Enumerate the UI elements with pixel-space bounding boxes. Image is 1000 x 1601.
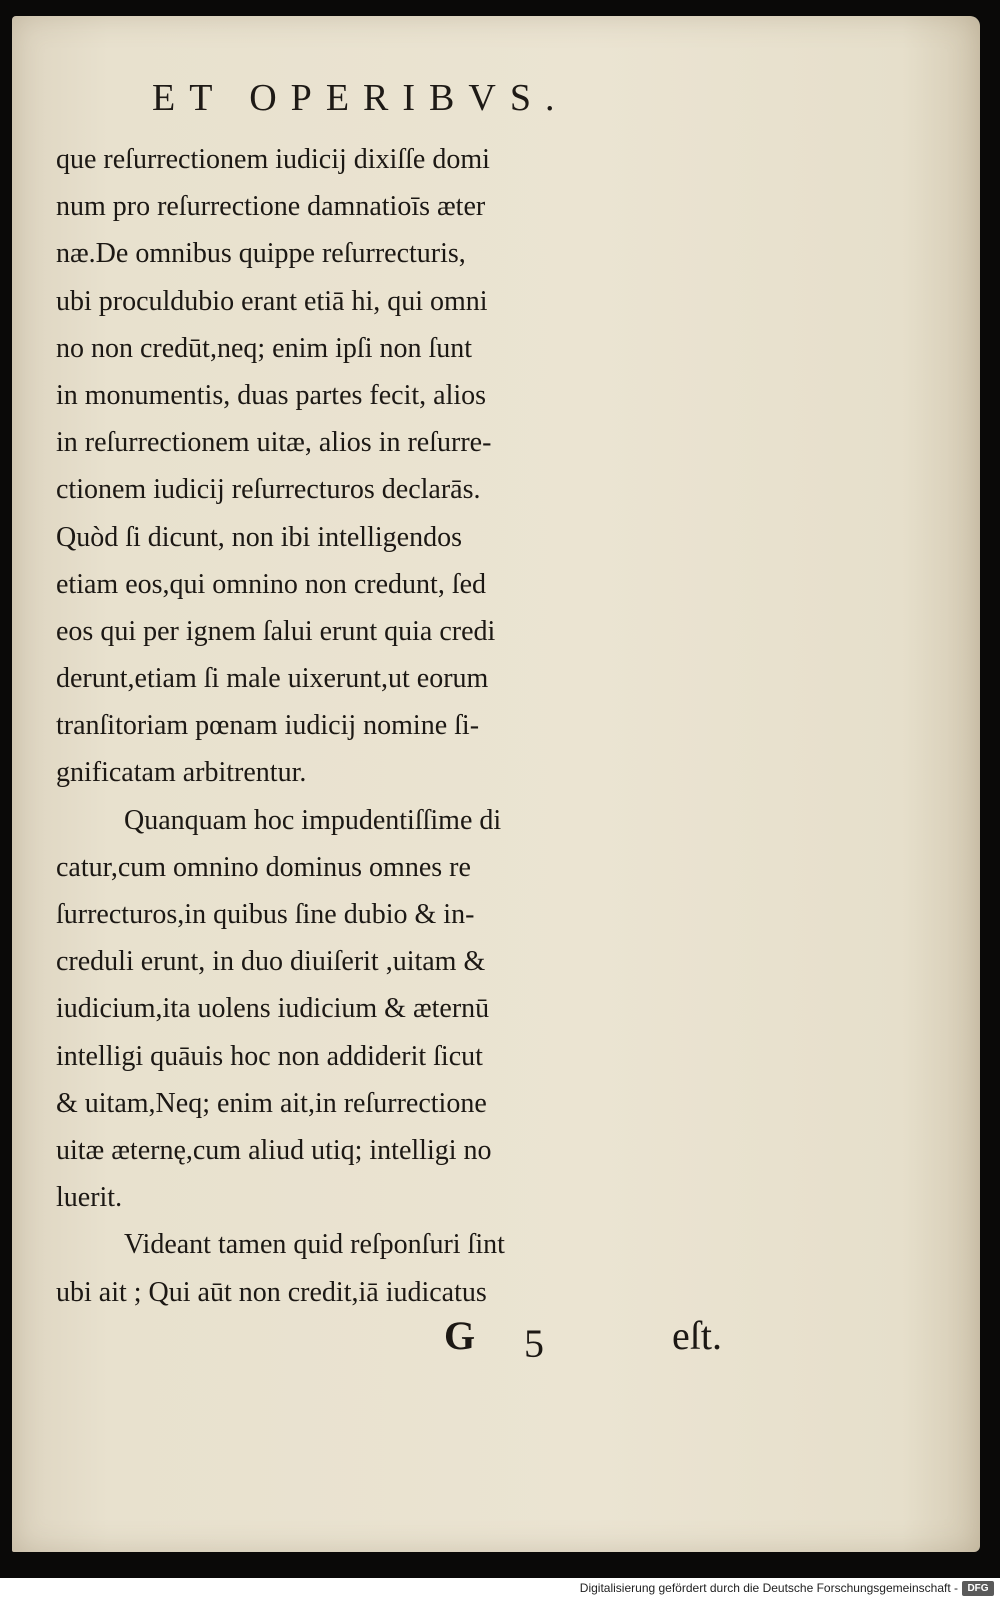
text-line: catur,cum omnino dominus omnes re <box>56 851 471 883</box>
text-line: eos qui per ignem ſalui erunt quia credi <box>56 615 496 647</box>
text-line: tranſitoriam pœnam iudicij nomine ſi- <box>56 710 480 742</box>
running-head: ET OPERIBVS. <box>152 77 569 119</box>
book-page <box>12 16 980 1552</box>
text-line: luerit. <box>56 1182 123 1214</box>
text-line: & uitam,Neq; enim ait,in reſurrectione <box>56 1087 487 1119</box>
text-line: gnificatam arbitrentur. <box>56 757 307 789</box>
body-text <box>56 136 756 1316</box>
signature-line <box>12 1312 980 1366</box>
text-line: iudicium,ita uolens iudicium & æternū <box>56 993 490 1025</box>
text-line: Quanquam hoc impudentiſſime di <box>124 804 502 836</box>
text-line: creduli erunt, in duo diuiſerit ,uitam & <box>56 946 486 978</box>
text-line: in monumentis, duas partes fecit, alios <box>56 379 487 411</box>
text-line: etiam eos,qui omnino non credunt, ſed <box>56 568 487 600</box>
text-line: ſurrecturos,in quibus ſine dubio & in- <box>56 899 475 930</box>
text-line: que reſurrectionem iudicij dixiſſe domi <box>56 144 490 175</box>
text-line: no non credūt,neq; enim ipſi non ſunt <box>56 332 473 364</box>
text-line: ubi proculdubio erant etiā hi, qui omni <box>56 285 488 317</box>
text-line: Videant tamen quid reſponſuri ſint <box>124 1229 505 1261</box>
text-line: in reſurrectionem uitæ, alios in reſurre- <box>56 427 492 459</box>
text-line: intelligi quāuis hoc non addiderit ſicut <box>56 1040 483 1072</box>
text-line: uitæ æternę,cum aliud utiq; intelligi no <box>56 1134 492 1166</box>
text-line: ctionem iudicij reſurrecturos declarās. <box>56 474 481 506</box>
signature-number: 5 <box>524 1321 544 1366</box>
dfg-logo: DFG <box>962 1581 994 1596</box>
digitization-footer <box>0 1578 1000 1601</box>
catchword: eſt. <box>672 1313 722 1358</box>
text-line: næ.De omnibus quippe reſurrecturis, <box>56 238 466 270</box>
text-line: derunt,etiam ſi male uixerunt,ut eorum <box>56 663 489 695</box>
text-line: ubi ait ; Qui aūt non credit,iā iudicatus <box>56 1276 487 1308</box>
signature-mark: G <box>444 1313 476 1358</box>
funding-credit: Digitalisierung gefördert durch die Deutsche Forschungsgemeinschaft - <box>579 1581 958 1595</box>
text-line: num pro reſurrectione damnatioīs æter <box>56 191 486 223</box>
text-line: Quòd ſi dicunt, non ibi intelligendos <box>56 521 462 553</box>
